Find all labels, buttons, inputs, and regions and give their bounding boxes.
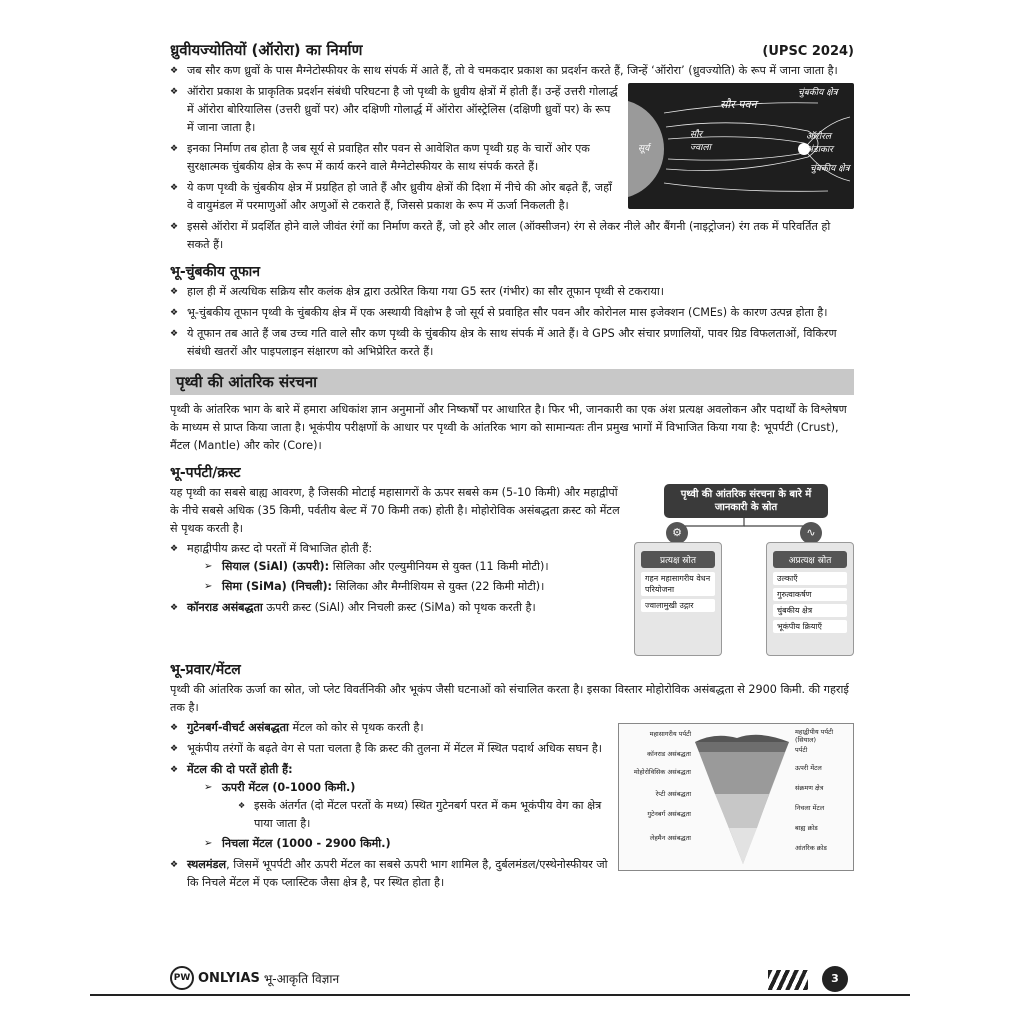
gutenberg-text: मेंटल को कोर से पृथक करती है। (292, 721, 424, 734)
list-item: चुंबकीय क्षेत्र (773, 604, 847, 617)
list-item: ❖ ऑरोरा प्रकाश के प्राकृतिक प्रदर्शन संबंधी परिघटना है जो पृथ्वी के ध्रुवीय क्षेत्रों में होती हैं। उन्हें उत्तरी गोलार्द्ध में ऑरोरा बोरियालिस (उत्तरी ध्रुवों पर) और दक्षिणी गोलार्द्ध में ऑरोरा ऑस्ट्रेलिस (दक्षिणी ध्रुवों पर) के रूप में जाना जाता है। (170, 83, 854, 137)
list-item: ❖ हाल ही में अत्यधिक सक्रिय सौर कलंक क्षेत्र द्वारा उत्प्रेरित किया गया G5 स्तर (गंभीर) का सौर तूफान पृथ्वी से टकराया। (170, 283, 854, 301)
label-solar-flare: सौर ज्वाला (690, 130, 711, 153)
sima-text: सिलिका और मैग्नीशियम से युक्त (22 किमी मोटी)। (335, 580, 545, 593)
list-item: ❖ जब सौर कण ध्रुवों के पास मैग्नेटोस्फीयर के साथ संपर्क में आते हैं, तो वे चमकदार प्रकाश का प्रदर्शन करते हैं, जिन्हें ‘ऑरोरा’ (ध्रुवज्योति) के रूप में जाना जाता है। (170, 62, 854, 80)
layer-right-label: बाह्य क्रोड (795, 824, 818, 832)
intro-paragraph: पृथ्वी के आंतरिक भाग के बारे में हमारा अधिकांश ज्ञान अनुमानों और निष्कर्षों पर आधारित है। फिर भी, जानकारी का एक अंश प्रत्यक्ष अवलोकन और पदार्थों के विश्लेषण के माध्यम से प्राप्त किया जाता है। भूकंपीय परीक्षणों के आधार पर पृथ्वी के आंतरिक भाग को सामान्यतः तीन प्रमुख भागों में विभाजित किया गया है: भूपर्पटी (Crust), मैंटल (Mantle) और कोर (Core)। (170, 403, 847, 452)
label-solar-wind: सौर पवन (720, 98, 757, 111)
layer-left-label: लेहमैन असंबद्धता (649, 834, 691, 842)
layer-right-label: महाद्वीपीय पर्पटी (सियाल) (795, 728, 833, 744)
pw-logo-icon: PW (170, 966, 194, 990)
page-number: 3 (822, 966, 848, 992)
direct-sources-label: प्रत्यक्ष स्रोत (641, 551, 715, 568)
crust-sublist (187, 558, 854, 596)
list-item: गुरुत्वाकर्षण (773, 588, 847, 601)
layer-right-label: पर्पटी (795, 746, 808, 754)
layer-left-label: रेप्टी असंबद्धता (655, 790, 691, 798)
upper-mantle-label: ऊपरी मेंटल (0-1000 किमी.) (222, 781, 356, 794)
drill-icon: ⚙ (666, 522, 688, 544)
list-item: ❖ इनका निर्माण तब होता है जब सूर्य से प्रवाहित सौर पवन से आवेशित कण पृथ्वी ग्रह के चारों ओर एक सुरक्षात्मक चुंबकीय क्षेत्र के रूप में कार्य करने वाले मैग्नेटोस्फीयर के साथ संपर्क करते हैं। (170, 140, 854, 176)
list-item (170, 719, 854, 737)
list-item (204, 835, 854, 853)
list-item (204, 558, 854, 576)
layer-left-label: मोहोरोविसिक असंबद्धता (633, 768, 691, 776)
label-magnetic-field: चुंबकीय क्षेत्र (798, 88, 838, 98)
upsc-tag: (UPSC 2024) (762, 44, 854, 59)
list-item: ❖ भू-चुंबकीय तूफान पृथ्वी के चुंबकीय क्षेत्र में एक अस्थायी विक्षोभ है जो सूर्य से प्रवाहित सौर पवन और कोरोनल मास इजेक्शन (CMEs) के कारण उत्पन्न होता है। (170, 304, 854, 322)
mantle-layers-intro: मेंटल की दो परतें होती हैं: (187, 763, 293, 776)
mantle-list (170, 719, 854, 892)
mantle-paragraph: पृथ्वी की आंतरिक ऊर्जा का स्रोत, जो प्लेट विवर्तनिकी और भूकंप जैसी घटनाओं को संचालित करता है। इसका विस्तार मोहोरोविक असंबद्धता से 2900 किमी. की गहराई तक है। (170, 683, 849, 714)
sial-label: सियाल (SiAl) (ऊपरी): (222, 560, 330, 573)
page-footer (170, 966, 854, 992)
crust-layers-intro: महाद्वीपीय क्रस्ट दो परतों में विभाजित होती हैं: (187, 542, 373, 555)
heading-crust: भू-पर्पटी/क्रस्ट (170, 465, 241, 481)
list-item (170, 856, 854, 892)
footer-stripes (768, 970, 808, 990)
conrad-label: कॉनराड असंबद्धता (187, 601, 263, 614)
aurora-list (170, 62, 854, 80)
indirect-sources-label: अप्रत्यक्ष स्रोत (773, 551, 847, 568)
list-item: भूकंपीय क्रियाएँ (773, 620, 847, 633)
list-item: उल्काएँ (773, 572, 847, 585)
layer-left-label: महासागरीय पर्पटी (649, 730, 691, 738)
layer-right-label: ऊपरी मेंटल (795, 764, 822, 772)
lower-mantle-label: निचला मेंटल (1000 - 2900 किमी.) (222, 837, 391, 850)
subject-name: भू-आकृति विज्ञान (263, 971, 340, 986)
brand-name: ONLYIAS (198, 970, 260, 986)
section-banner: पृथ्वी की आंतरिक संरचना (170, 369, 854, 395)
mantle-sublist (187, 779, 854, 853)
section-header-aurora (170, 40, 854, 60)
list-item: ❖ इससे ऑरोरा में प्रदर्शित होने वाले जीवंत रंगों का निर्माण करते हैं, जो हरे और लाल (ऑक्सीजन) रंग से लेकर नीले और बैंगनी (नाइट्रोजन) रंग तक में परिवर्तित हो सकते हैं। (170, 218, 854, 254)
heading-geomagnetic-storm: भू-चुंबकीय तूफान (170, 264, 261, 280)
gutenberg-label: गुटेनबर्ग-वीचर्ट असंबद्धता (187, 721, 289, 734)
list-item: ❖ ये कण पृथ्वी के चुंबकीय क्षेत्र में प्रग्रहित हो जाते हैं और ध्रुवीय क्षेत्रों की दिशा में नीचे की ओर बढ़ते हैं, जहाँ वे वायुमंडल में परमाणुओं और अणुओं से टकराते हैं, जिससे प्रकाश के रूप में ऊर्जा निकलती है। (170, 179, 854, 215)
layer-right-label: निचला मेंटल (795, 804, 825, 812)
list-item: ❖ ये तूफान तब आते हैं जब उच्च गति वाले सौर कण पृथ्वी के चुंबकीय क्षेत्र के साथ संपर्क में आते हैं। वे GPS और संचार प्रणालियों, पावर ग्रिड विफलताओं, विकिरण संबंधी खतरों और पाइपलाइन संक्षारण को अभिप्रेरित करते हैं। (170, 325, 854, 361)
list-item (204, 578, 854, 596)
seismic-wave-icon: ∿ (800, 522, 822, 544)
list-item (170, 761, 854, 853)
storm-list (170, 283, 854, 361)
crust-list (170, 540, 854, 617)
list-item: ❖ भूकंपीय तरंगों के बढ़ते वेग से पता चलता है कि क्रस्ट की तुलना में मेंटल में स्थित पदार्थ अधिक सघन है। (170, 740, 854, 758)
lithosphere-text: , जिसमें भूपर्पटी और ऊपरी मेंटल का सबसे ऊपरी भाग शामिल है, दुर्बलमंडल/एस्थेनोस्फीयर जो कि निचले मेंटल में एक प्लास्टिक जैसा क्षेत्र है, पर स्थित होता है। (187, 858, 608, 889)
page-content (170, 40, 854, 895)
heading-mantle: भू-प्रवार/मेंटल (170, 662, 241, 678)
layer-right-label: संक्रमण क्षेत्र (795, 784, 824, 792)
heading-aurora: ध्रुवीयज्योतियों (ऑरोरा) का निर्माण (170, 41, 363, 59)
brand-logo (170, 966, 339, 990)
footer-rule (90, 994, 910, 996)
label-sun: सूर्य (638, 144, 650, 154)
list-item: ज्वालामुखी उद्गार (641, 599, 715, 612)
list-item: ❖ इसके अंतर्गत (दो मेंटल परतों के मध्य) स्थित गुटेनबर्ग परत में कम भूकंपीय वेग का क्षेत्र पाया जाता है। (238, 797, 854, 833)
list-item: गहन महासागरीय वेधन परियोजना (641, 572, 715, 596)
label-auroral-oval: ऑरोरल अंडाकार (806, 132, 833, 155)
list-item (170, 599, 854, 617)
list-item (204, 779, 854, 833)
sima-label: सिमा (SiMa) (निचली): (222, 580, 333, 593)
layer-left-label: कॉनराड असंबद्धता (647, 750, 691, 758)
layer-right-label: आंतरिक क्रोड (795, 844, 827, 852)
crust-paragraph: यह पृथ्वी का सबसे बाह्य आवरण, है जिसकी मोटाई महासागरों के ऊपर सबसे कम (5-10 किमी) और महाद्वीपों के नीचे सबसे अधिक (35 किमी, पर्वतीय बेल्ट में 70 किमी तक) होती है। मोहोरोविक असंबद्धता क्रस्ट को मेंटल से पृथक करती है। (170, 486, 620, 535)
list-item (170, 540, 854, 596)
aurora-list-cont (170, 83, 854, 254)
conrad-text: ऊपरी क्रस्ट (SiAl) और निचली क्रस्ट (SiMa) को पृथक करती है। (266, 601, 536, 614)
upper-mantle-sublist (222, 797, 854, 833)
lithosphere-label: स्थलमंडल (187, 858, 227, 871)
sources-title: पृथ्वी की आंतरिक संरचना के बारे में जानकारी के स्रोत (664, 484, 828, 518)
sial-text: सिलिका और एल्युमीनियम से युक्त (11 किमी मोटी)। (332, 560, 549, 573)
label-magnetic-lines: चुंबकीय क्षेत्र (810, 164, 850, 174)
layer-left-label: गुटेनबर्ग असंबद्धता (647, 810, 691, 818)
